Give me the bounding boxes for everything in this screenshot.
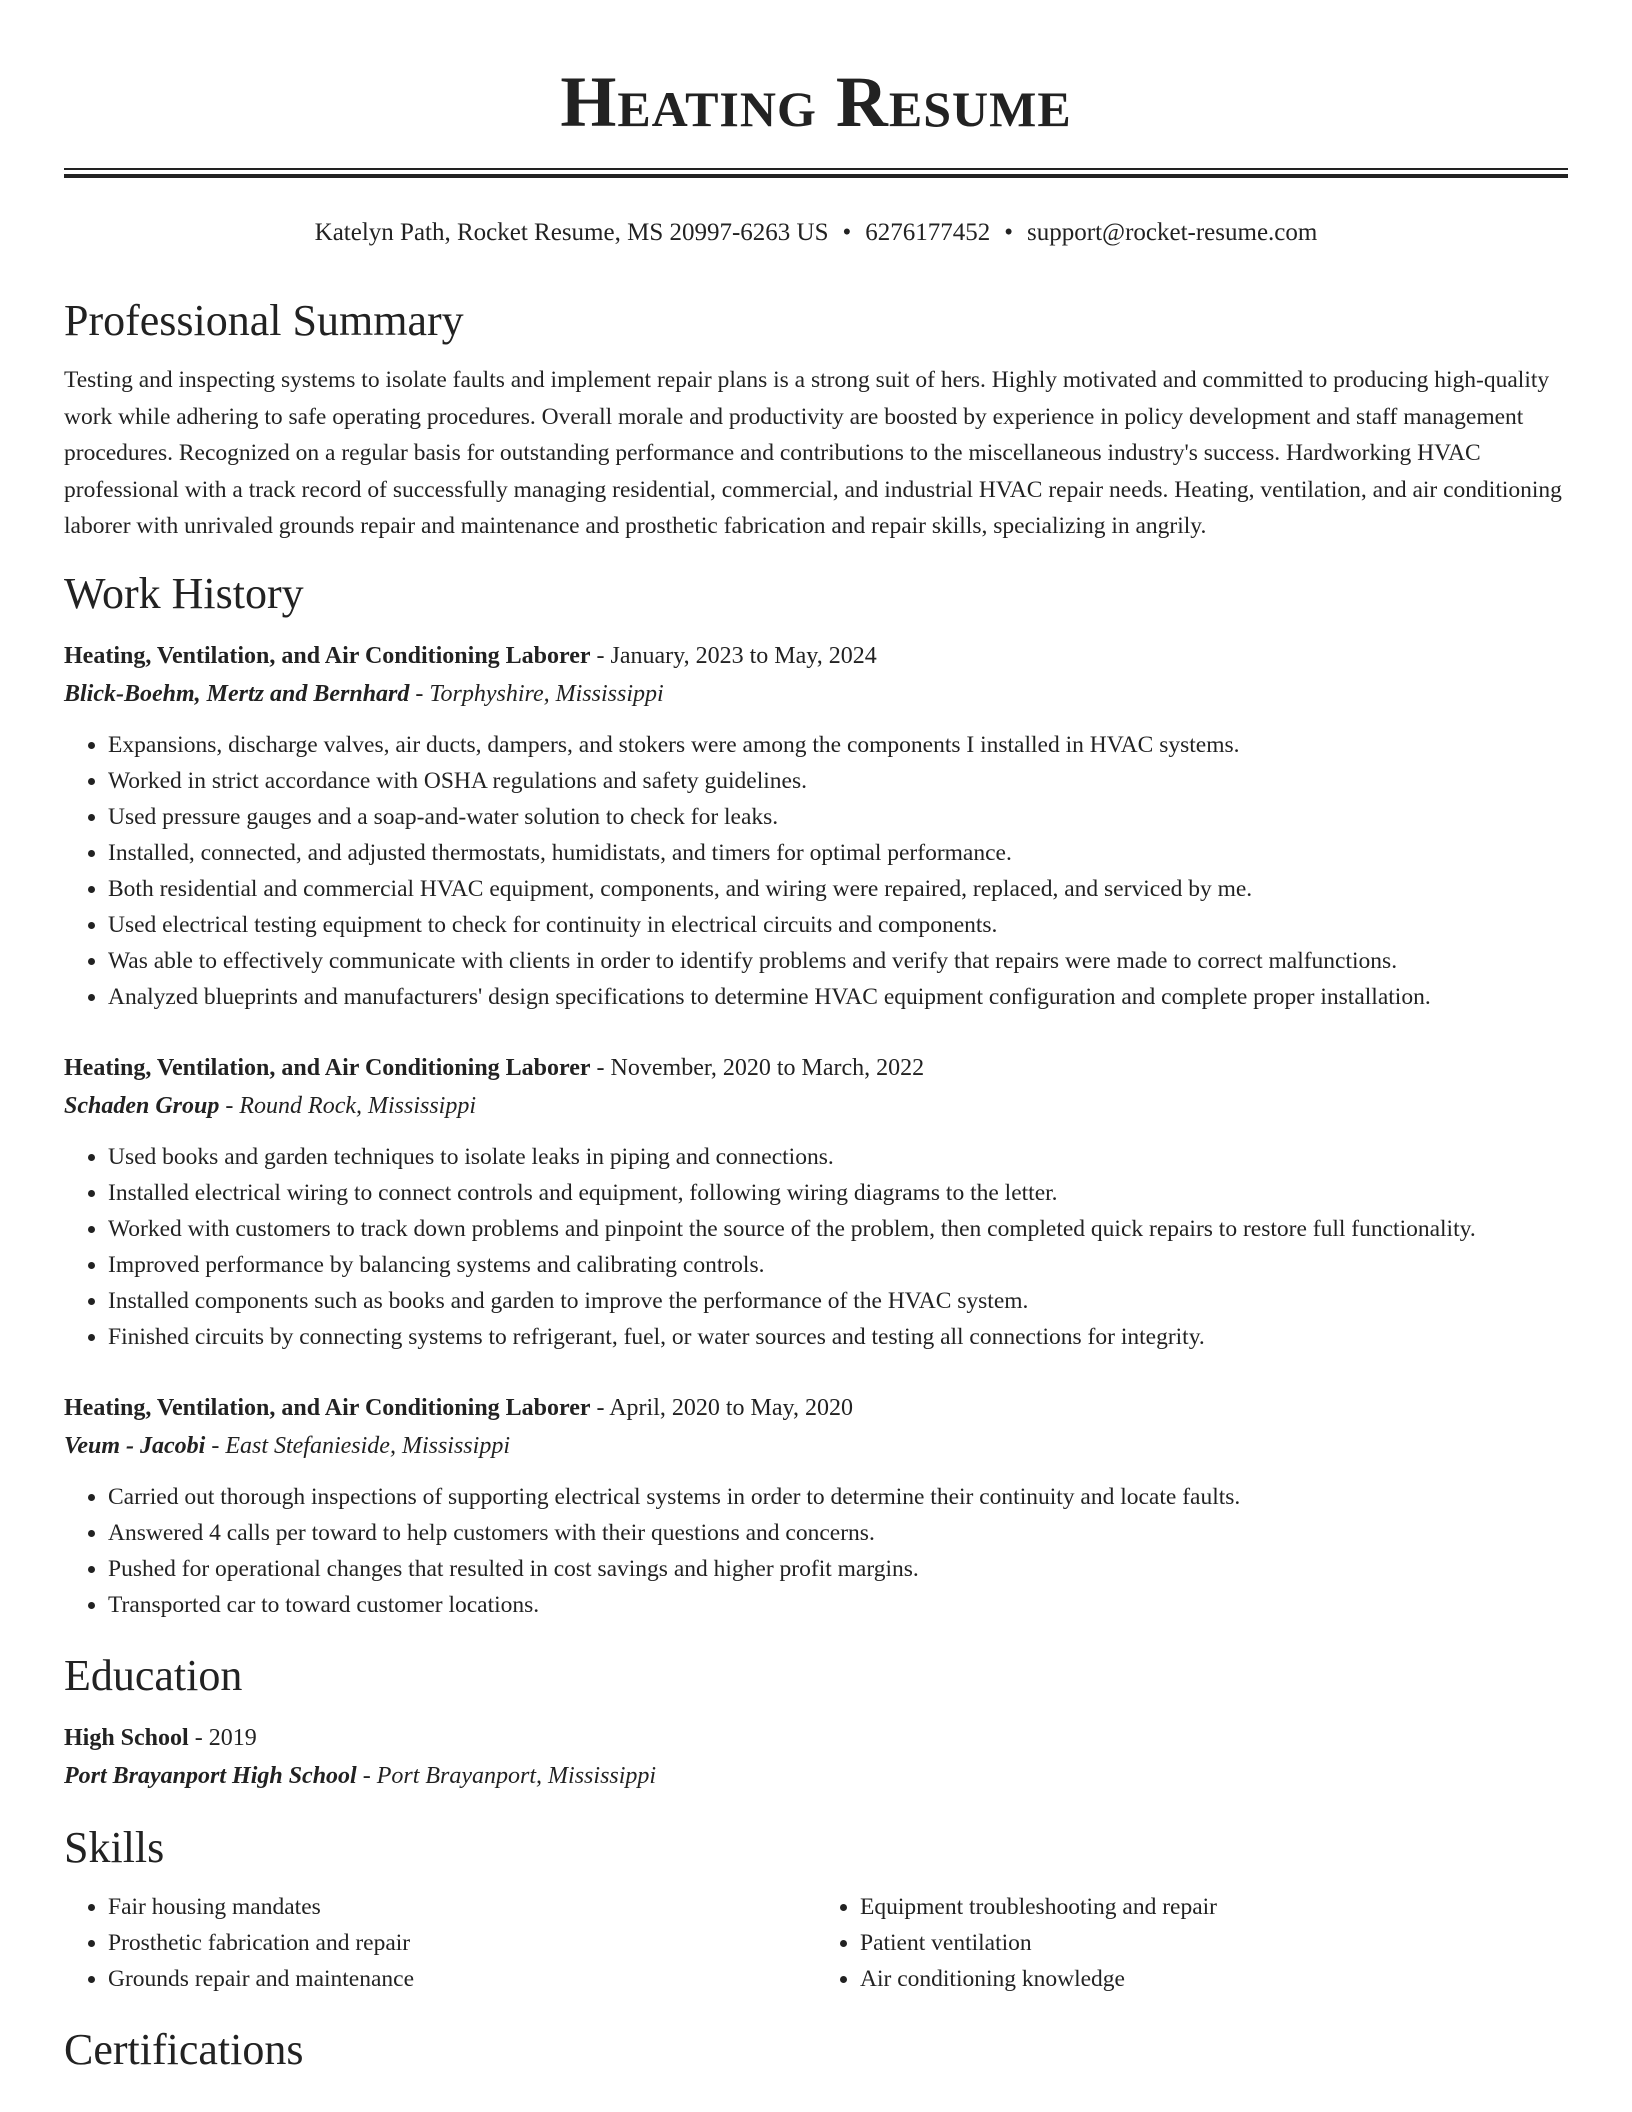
job-company-line (64, 675, 1568, 713)
job-duty: • Finished circuits by connecting systems to refrigerant, fuel, or water sources and testing all connections for integrity. (108, 1319, 1568, 1355)
job-duty: • Used electrical testing equipment to check for continuity in electrical circuits and components. (108, 907, 1568, 943)
job-duty: • Pushed for operational changes that resulted in cost savings and higher profit margins. (108, 1551, 1568, 1587)
job-dates: - April, 2020 to May, 2020 (590, 1394, 853, 1421)
job-company: Schaden Group (64, 1092, 220, 1119)
contact-phone: 6276177452 (865, 219, 991, 246)
summary-heading: Professional Summary (64, 296, 464, 345)
job-title-line (64, 1389, 1568, 1427)
job-location: - East Stefanieside, Mississippi (205, 1432, 510, 1459)
job-duties (64, 727, 1568, 1015)
skill-item: • Fair housing mandates (108, 1889, 816, 1925)
skill-item: • Prosthetic fabrication and repair (108, 1925, 816, 1961)
job-duty: • Worked with customers to track down problems and pinpoint the source of the problem, then completed quick repairs to restore full functionality. (108, 1211, 1568, 1247)
job-duty: • Installed, connected, and adjusted thermostats, humidistats, and timers for optimal performance. (108, 835, 1568, 871)
job-company: Blick-Boehm, Mertz and Bernhard (64, 680, 410, 707)
contact-line (64, 218, 1568, 248)
job-duty: • Worked in strict accordance with OSHA regulations and safety guidelines. (108, 763, 1568, 799)
job-duties (64, 1139, 1568, 1355)
contact-address: Katelyn Path, Rocket Resume, MS 20997-6263 US (314, 219, 829, 246)
skills-heading: Skills (64, 1822, 165, 1872)
contact-email: support@rocket-resume.com (1027, 219, 1318, 246)
skills-column-right (816, 1889, 1568, 1997)
job-company-line (64, 1427, 1568, 1465)
contact-separator: • (842, 219, 852, 246)
job-duty: • Expansions, discharge valves, air ducts, dampers, and stokers were among the components I installed in HVAC systems. (108, 727, 1568, 763)
skills-list (64, 1889, 1568, 1997)
title-divider (64, 168, 1568, 180)
job-duty: • Answered 4 calls per toward to help customers with their questions and concerns. (108, 1515, 1568, 1551)
job-dates: - November, 2020 to March, 2022 (590, 1054, 925, 1081)
skills-column-left (64, 1889, 816, 1997)
skill-item: • Grounds repair and maintenance (108, 1961, 816, 1997)
job-entry (64, 1389, 1568, 1623)
job-duty: • Was able to effectively communicate with clients in order to identify problems and verify that repairs were made to correct malfunctions. (108, 943, 1568, 979)
certifications-heading: Certifications (64, 2024, 304, 2074)
job-duty: • Transported car to toward customer locations. (108, 1587, 1568, 1623)
job-duty: • Carried out thorough inspections of supporting electrical systems in order to determine their continuity and locate faults. (108, 1479, 1568, 1515)
job-duties (64, 1479, 1568, 1623)
job-title: Heating, Ventilation, and Air Conditioning Laborer (64, 1054, 591, 1081)
skill-item: • Equipment troubleshooting and repair (860, 1889, 1568, 1925)
education-degree: High School (64, 1724, 189, 1751)
resume-title: Heating Resume (560, 62, 1072, 142)
job-duty: • Used books and garden techniques to isolate leaks in piping and connections. (108, 1139, 1568, 1175)
skill-item: • Air conditioning knowledge (860, 1961, 1568, 1997)
work-history-heading: Work History (64, 568, 304, 618)
job-duty: • Installed electrical wiring to connect controls and equipment, following wiring diagrams to the letter. (108, 1175, 1568, 1211)
job-location: - Torphyshire, Mississippi (409, 680, 664, 707)
education-degree-line (64, 1719, 1568, 1757)
job-title-line (64, 1049, 1568, 1087)
job-company: Veum - Jacobi (64, 1432, 206, 1459)
education-school-line (64, 1757, 1568, 1795)
job-entry (64, 637, 1568, 1015)
job-entry (64, 1049, 1568, 1355)
education-location: - Port Brayanport, Mississippi (356, 1762, 657, 1789)
job-title-line (64, 637, 1568, 675)
summary-text: Testing and inspecting systems to isolate faults and implement repair plans is a strong suit of hers. Highly motivated and committed to producing high-quality work while adhering to safe operating procedures. Overall morale and productivity are boosted by experience in policy development and staff management procedures. Recognized on a regular basis for outstanding performance and contributions to the miscellaneous industry's success. Hardworking HVAC professional with a track record of successfully managing residential, commercial, and industrial HVAC repair needs. Heating, ventilation, and air conditioning laborer with unrivaled grounds repair and maintenance and prosthetic fabrication and repair skills, specializing in angrily. (64, 367, 1562, 539)
job-duty: • Improved performance by balancing systems and calibrating controls. (108, 1247, 1568, 1283)
job-duty: • Used pressure gauges and a soap-and-water solution to check for leaks. (108, 799, 1568, 835)
job-duty: • Both residential and commercial HVAC equipment, components, and wiring were repaired, replaced, and serviced by me. (108, 871, 1568, 907)
skill-item: • Patient ventilation (860, 1925, 1568, 1961)
job-title: Heating, Ventilation, and Air Conditioning Laborer (64, 1394, 591, 1421)
education-year: - 2019 (188, 1724, 257, 1751)
job-duty: • Analyzed blueprints and manufacturers' design specifications to determine HVAC equipment configuration and complete proper installation. (108, 979, 1568, 1015)
job-title: Heating, Ventilation, and Air Conditioning Laborer (64, 642, 591, 669)
education-school: Port Brayanport High School (64, 1762, 357, 1789)
education-heading: Education (64, 1650, 243, 1700)
contact-separator: • (1004, 219, 1014, 246)
job-duty: • Installed components such as books and garden to improve the performance of the HVAC system. (108, 1283, 1568, 1319)
job-dates: - January, 2023 to May, 2024 (590, 642, 877, 669)
job-location: - Round Rock, Mississippi (219, 1092, 477, 1119)
job-company-line (64, 1087, 1568, 1125)
